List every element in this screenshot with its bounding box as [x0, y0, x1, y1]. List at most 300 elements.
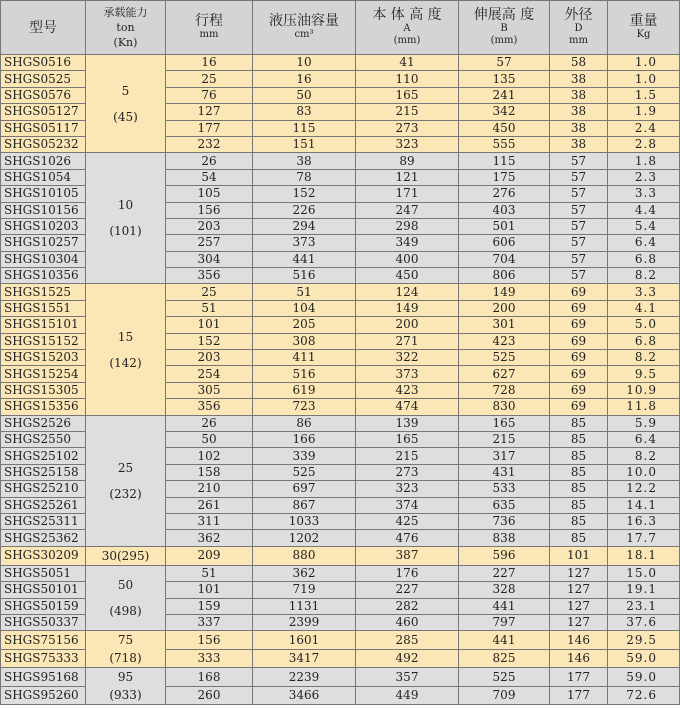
weight-cell: 8.2: [608, 448, 680, 464]
outer-diameter-cell: 127: [550, 614, 608, 630]
weight-cell: 2.4: [608, 120, 680, 136]
model-cell: SHGS75156: [1, 631, 86, 650]
extended-height-cell: 149: [459, 284, 550, 300]
stroke-cell: 101: [166, 582, 253, 598]
model-cell: SHGS95168: [1, 668, 86, 687]
body-height-cell: 271: [356, 333, 459, 349]
outer-diameter-cell: 69: [550, 317, 608, 333]
extended-height-cell: 709: [459, 686, 550, 705]
body-height-cell: 124: [356, 284, 459, 300]
extended-height-cell: 501: [459, 218, 550, 234]
body-height-cell: 373: [356, 366, 459, 382]
outer-diameter-cell: 57: [550, 153, 608, 169]
oil-volume-cell: 151: [253, 136, 356, 152]
model-cell: SHGS25102: [1, 448, 86, 464]
stroke-cell: 261: [166, 497, 253, 513]
outer-diameter-cell: 58: [550, 55, 608, 71]
weight-cell: 8.2: [608, 350, 680, 366]
weight-cell: 17.7: [608, 530, 680, 546]
oil-volume-cell: 525: [253, 464, 356, 480]
outer-diameter-cell: 69: [550, 300, 608, 316]
outer-diameter-cell: 69: [550, 399, 608, 415]
extended-height-cell: 525: [459, 668, 550, 687]
extended-height-cell: 830: [459, 399, 550, 415]
outer-diameter-cell: 85: [550, 415, 608, 431]
outer-diameter-cell: 146: [550, 649, 608, 668]
weight-cell: 59.0: [608, 649, 680, 668]
capacity-ton: 75: [117, 633, 134, 648]
table-row: [1, 546, 680, 565]
capacity-cell: 30(295): [86, 546, 166, 565]
table-row: [1, 668, 680, 687]
capacity-ton: 10: [117, 198, 134, 213]
oil-volume-cell: 152: [253, 186, 356, 202]
outer-diameter-cell: 57: [550, 251, 608, 267]
extended-height-cell: 806: [459, 268, 550, 284]
oil-volume-cell: 294: [253, 218, 356, 234]
weight-cell: 15.0: [608, 565, 680, 581]
oil-volume-cell: 10: [253, 55, 356, 71]
body-height-cell: 374: [356, 497, 459, 513]
extended-height-cell: 825: [459, 649, 550, 668]
weight-cell: 14.1: [608, 497, 680, 513]
capacity-cell: [86, 284, 166, 415]
model-cell: SHGS50337: [1, 614, 86, 630]
weight-cell: 3.3: [608, 284, 680, 300]
capacity-kn: (933): [109, 688, 142, 703]
weight-cell: 5.0: [608, 317, 680, 333]
outer-diameter-cell: 85: [550, 448, 608, 464]
body-height-cell: 476: [356, 530, 459, 546]
body-height-cell: 200: [356, 317, 459, 333]
model-cell: SHGS25158: [1, 464, 86, 480]
weight-cell: 16.3: [608, 513, 680, 529]
oil-volume-cell: 3466: [253, 686, 356, 705]
model-cell: SHGS15203: [1, 350, 86, 366]
body-height-cell: 110: [356, 71, 459, 87]
table-row: [1, 631, 680, 650]
oil-volume-cell: 38: [253, 153, 356, 169]
stroke-cell: 158: [166, 464, 253, 480]
stroke-cell: 25: [166, 284, 253, 300]
extended-height-cell: 328: [459, 582, 550, 598]
body-height-cell: 425: [356, 513, 459, 529]
extended-height-cell: 317: [459, 448, 550, 464]
extended-height-cell: 215: [459, 431, 550, 447]
capacity-ton: 50: [117, 578, 134, 592]
outer-diameter-cell: 127: [550, 598, 608, 614]
stroke-cell: 333: [166, 649, 253, 668]
header-extended-height: 伸展高 度 B (mm): [459, 1, 550, 55]
capacity-ton: 5: [121, 83, 130, 98]
outer-diameter-cell: 127: [550, 582, 608, 598]
oil-volume-cell: 226: [253, 202, 356, 218]
body-height-cell: 423: [356, 382, 459, 398]
header-body-height: 本 体 高 度 A (mm): [356, 1, 459, 55]
stroke-cell: 101: [166, 317, 253, 333]
model-cell: SHGS10356: [1, 268, 86, 284]
body-height-cell: 323: [356, 481, 459, 497]
stroke-cell: 209: [166, 546, 253, 565]
weight-cell: 3.3: [608, 186, 680, 202]
capacity-kn: (718): [109, 651, 142, 666]
stroke-cell: 254: [166, 366, 253, 382]
oil-volume-cell: 362: [253, 565, 356, 581]
weight-cell: 5.9: [608, 415, 680, 431]
body-height-cell: 273: [356, 464, 459, 480]
model-cell: SHGS0516: [1, 55, 86, 71]
stroke-cell: 16: [166, 55, 253, 71]
model-cell: SHGS05117: [1, 120, 86, 136]
stroke-cell: 51: [166, 565, 253, 581]
extended-height-cell: 441: [459, 631, 550, 650]
extended-height-cell: 606: [459, 235, 550, 251]
stroke-cell: 203: [166, 218, 253, 234]
extended-height-cell: 838: [459, 530, 550, 546]
body-height-cell: 165: [356, 87, 459, 103]
oil-volume-cell: 205: [253, 317, 356, 333]
oil-volume-cell: 1601: [253, 631, 356, 650]
model-cell: SHGS15152: [1, 333, 86, 349]
outer-diameter-cell: 177: [550, 686, 608, 705]
model-cell: SHGS1026: [1, 153, 86, 169]
weight-cell: 72.6: [608, 686, 680, 705]
oil-volume-cell: 441: [253, 251, 356, 267]
weight-cell: 8.2: [608, 268, 680, 284]
oil-volume-cell: 2239: [253, 668, 356, 687]
model-cell: SHGS95260: [1, 686, 86, 705]
body-height-cell: 215: [356, 104, 459, 120]
extended-height-cell: 728: [459, 382, 550, 398]
outer-diameter-cell: 57: [550, 218, 608, 234]
stroke-cell: 76: [166, 87, 253, 103]
outer-diameter-cell: 69: [550, 333, 608, 349]
body-height-cell: 492: [356, 649, 459, 668]
outer-diameter-cell: 69: [550, 350, 608, 366]
oil-volume-cell: 619: [253, 382, 356, 398]
stroke-cell: 25: [166, 71, 253, 87]
stroke-cell: 127: [166, 104, 253, 120]
stroke-cell: 54: [166, 169, 253, 185]
extended-height-cell: 627: [459, 366, 550, 382]
outer-diameter-cell: 85: [550, 464, 608, 480]
model-cell: SHGS1525: [1, 284, 86, 300]
weight-cell: 23.1: [608, 598, 680, 614]
oil-volume-cell: 166: [253, 431, 356, 447]
extended-height-cell: 555: [459, 136, 550, 152]
model-cell: SHGS0525: [1, 71, 86, 87]
model-cell: SHGS50159: [1, 598, 86, 614]
oil-volume-cell: 16: [253, 71, 356, 87]
oil-volume-cell: 78: [253, 169, 356, 185]
capacity-kn: (142): [109, 355, 142, 370]
model-cell: SHGS10156: [1, 202, 86, 218]
stroke-cell: 177: [166, 120, 253, 136]
oil-volume-cell: 51: [253, 284, 356, 300]
capacity-kn: (498): [109, 604, 142, 618]
body-height-cell: 247: [356, 202, 459, 218]
outer-diameter-cell: 38: [550, 120, 608, 136]
extended-height-cell: 115: [459, 153, 550, 169]
extended-height-cell: 797: [459, 614, 550, 630]
body-height-cell: 322: [356, 350, 459, 366]
model-cell: SHGS05232: [1, 136, 86, 152]
outer-diameter-cell: 38: [550, 87, 608, 103]
model-cell: SHGS10257: [1, 235, 86, 251]
model-cell: SHGS25261: [1, 497, 86, 513]
outer-diameter-cell: 57: [550, 169, 608, 185]
body-height-cell: 215: [356, 448, 459, 464]
weight-cell: 4.4: [608, 202, 680, 218]
model-cell: SHGS1551: [1, 300, 86, 316]
extended-height-cell: 135: [459, 71, 550, 87]
outer-diameter-cell: 69: [550, 284, 608, 300]
header-model: 型号: [1, 1, 86, 55]
stroke-cell: 168: [166, 668, 253, 687]
oil-volume-cell: 339: [253, 448, 356, 464]
body-height-cell: 298: [356, 218, 459, 234]
model-cell: SHGS15254: [1, 366, 86, 382]
model-cell: SHGS10304: [1, 251, 86, 267]
body-height-cell: 387: [356, 546, 459, 565]
extended-height-cell: 57: [459, 55, 550, 71]
stroke-cell: 156: [166, 631, 253, 650]
outer-diameter-cell: 177: [550, 668, 608, 687]
oil-volume-cell: 1131: [253, 598, 356, 614]
header-outer-diameter: 外径 D mm: [550, 1, 608, 55]
weight-cell: 11.8: [608, 399, 680, 415]
oil-volume-cell: 373: [253, 235, 356, 251]
extended-height-cell: 704: [459, 251, 550, 267]
stroke-cell: 156: [166, 202, 253, 218]
capacity-cell: [86, 153, 166, 284]
body-height-cell: 449: [356, 686, 459, 705]
extended-height-cell: 200: [459, 300, 550, 316]
oil-volume-cell: 104: [253, 300, 356, 316]
body-height-cell: 171: [356, 186, 459, 202]
model-cell: SHGS25362: [1, 530, 86, 546]
extended-height-cell: 596: [459, 546, 550, 565]
body-height-cell: 349: [356, 235, 459, 251]
extended-height-cell: 450: [459, 120, 550, 136]
oil-volume-cell: 697: [253, 481, 356, 497]
stroke-cell: 260: [166, 686, 253, 705]
capacity-cell: [86, 631, 166, 668]
weight-cell: 1.9: [608, 104, 680, 120]
stroke-cell: 305: [166, 382, 253, 398]
stroke-cell: 26: [166, 153, 253, 169]
outer-diameter-cell: 85: [550, 513, 608, 529]
body-height-cell: 41: [356, 55, 459, 71]
oil-volume-cell: 411: [253, 350, 356, 366]
outer-diameter-cell: 85: [550, 481, 608, 497]
stroke-cell: 311: [166, 513, 253, 529]
oil-volume-cell: 867: [253, 497, 356, 513]
extended-height-cell: 431: [459, 464, 550, 480]
extended-height-cell: 533: [459, 481, 550, 497]
oil-volume-cell: 308: [253, 333, 356, 349]
body-height-cell: 165: [356, 431, 459, 447]
model-cell: SHGS05127: [1, 104, 86, 120]
outer-diameter-cell: 101: [550, 546, 608, 565]
stroke-cell: 105: [166, 186, 253, 202]
weight-cell: 10.9: [608, 382, 680, 398]
outer-diameter-cell: 57: [550, 186, 608, 202]
oil-volume-cell: 2399: [253, 614, 356, 630]
outer-diameter-cell: 127: [550, 565, 608, 581]
extended-height-cell: 635: [459, 497, 550, 513]
model-cell: SHGS15305: [1, 382, 86, 398]
body-height-cell: 357: [356, 668, 459, 687]
stroke-cell: 356: [166, 268, 253, 284]
header-stroke: 行程 mm: [166, 1, 253, 55]
model-cell: SHGS75333: [1, 649, 86, 668]
extended-height-cell: 342: [459, 104, 550, 120]
oil-volume-cell: 719: [253, 582, 356, 598]
weight-cell: 1.0: [608, 71, 680, 87]
weight-cell: 6.8: [608, 333, 680, 349]
table-row: [1, 565, 680, 581]
stroke-cell: 257: [166, 235, 253, 251]
capacity-cell: [86, 415, 166, 546]
body-height-cell: 450: [356, 268, 459, 284]
weight-cell: 1.5: [608, 87, 680, 103]
weight-cell: 19.1: [608, 582, 680, 598]
extended-height-cell: 165: [459, 415, 550, 431]
model-cell: SHGS10203: [1, 218, 86, 234]
stroke-cell: 50: [166, 431, 253, 447]
model-cell: SHGS5051: [1, 565, 86, 581]
extended-height-cell: 423: [459, 333, 550, 349]
oil-volume-cell: 115: [253, 120, 356, 136]
stroke-cell: 102: [166, 448, 253, 464]
model-cell: SHGS1054: [1, 169, 86, 185]
body-height-cell: 273: [356, 120, 459, 136]
outer-diameter-cell: 57: [550, 235, 608, 251]
stroke-cell: 362: [166, 530, 253, 546]
model-cell: SHGS2550: [1, 431, 86, 447]
body-height-cell: 400: [356, 251, 459, 267]
outer-diameter-cell: 38: [550, 71, 608, 87]
oil-volume-cell: 86: [253, 415, 356, 431]
outer-diameter-cell: 85: [550, 431, 608, 447]
capacity-ton: 15: [117, 329, 134, 344]
weight-cell: 2.8: [608, 136, 680, 152]
weight-cell: 6.4: [608, 235, 680, 251]
extended-height-cell: 227: [459, 565, 550, 581]
weight-cell: 9.5: [608, 366, 680, 382]
extended-height-cell: 441: [459, 598, 550, 614]
body-height-cell: 323: [356, 136, 459, 152]
model-cell: SHGS50101: [1, 582, 86, 598]
table-row: [1, 415, 680, 431]
weight-cell: 12.2: [608, 481, 680, 497]
weight-cell: 37.6: [608, 614, 680, 630]
capacity-kn: (45): [113, 109, 138, 124]
body-height-cell: 176: [356, 565, 459, 581]
table-row: [1, 284, 680, 300]
stroke-cell: 152: [166, 333, 253, 349]
capacity-cell: [86, 55, 166, 153]
capacity-ton: 25: [117, 460, 134, 475]
capacity-cell: [86, 668, 166, 705]
capacity-kn: (232): [109, 486, 142, 501]
body-height-cell: 474: [356, 399, 459, 415]
table-row: [1, 55, 680, 71]
model-cell: SHGS25210: [1, 481, 86, 497]
capacity-kn: (101): [109, 224, 142, 239]
outer-diameter-cell: 38: [550, 104, 608, 120]
stroke-cell: 51: [166, 300, 253, 316]
stroke-cell: 203: [166, 350, 253, 366]
stroke-cell: 304: [166, 251, 253, 267]
extended-height-cell: 276: [459, 186, 550, 202]
oil-volume-cell: 1033: [253, 513, 356, 529]
stroke-cell: 232: [166, 136, 253, 152]
weight-cell: 1.8: [608, 153, 680, 169]
outer-diameter-cell: 69: [550, 382, 608, 398]
model-cell: SHGS0576: [1, 87, 86, 103]
stroke-cell: 337: [166, 614, 253, 630]
weight-cell: 18.1: [608, 546, 680, 565]
oil-volume-cell: 83: [253, 104, 356, 120]
header-oil: 液压油容量 cm³: [253, 1, 356, 55]
weight-cell: 6.8: [608, 251, 680, 267]
body-height-cell: 460: [356, 614, 459, 630]
extended-height-cell: 403: [459, 202, 550, 218]
header-capacity: 承载能力 ton (Kn): [86, 1, 166, 55]
body-height-cell: 149: [356, 300, 459, 316]
table-row: [1, 153, 680, 169]
model-cell: SHGS15101: [1, 317, 86, 333]
stroke-cell: 356: [166, 399, 253, 415]
oil-volume-cell: 516: [253, 268, 356, 284]
stroke-cell: 26: [166, 415, 253, 431]
oil-volume-cell: 50: [253, 87, 356, 103]
oil-volume-cell: 516: [253, 366, 356, 382]
model-cell: SHGS2526: [1, 415, 86, 431]
extended-height-cell: 175: [459, 169, 550, 185]
header-weight: 重量 Kg: [608, 1, 680, 55]
oil-volume-cell: 880: [253, 546, 356, 565]
weight-cell: 10.0: [608, 464, 680, 480]
outer-diameter-cell: 85: [550, 530, 608, 546]
weight-cell: 1.0: [608, 55, 680, 71]
extended-height-cell: 736: [459, 513, 550, 529]
weight-cell: 6.4: [608, 431, 680, 447]
weight-cell: 4.1: [608, 300, 680, 316]
body-height-cell: 282: [356, 598, 459, 614]
weight-cell: 29.5: [608, 631, 680, 650]
model-cell: SHGS15356: [1, 399, 86, 415]
outer-diameter-cell: 38: [550, 136, 608, 152]
outer-diameter-cell: 69: [550, 366, 608, 382]
oil-volume-cell: 723: [253, 399, 356, 415]
model-cell: SHGS30209: [1, 546, 86, 565]
model-cell: SHGS25311: [1, 513, 86, 529]
weight-cell: 2.3: [608, 169, 680, 185]
outer-diameter-cell: 85: [550, 497, 608, 513]
header-row: [1, 1, 680, 55]
stroke-cell: 159: [166, 598, 253, 614]
spec-body: [1, 55, 680, 705]
outer-diameter-cell: 57: [550, 202, 608, 218]
oil-volume-cell: 1202: [253, 530, 356, 546]
extended-height-cell: 241: [459, 87, 550, 103]
outer-diameter-cell: 146: [550, 631, 608, 650]
weight-cell: 59.0: [608, 668, 680, 687]
extended-height-cell: 301: [459, 317, 550, 333]
